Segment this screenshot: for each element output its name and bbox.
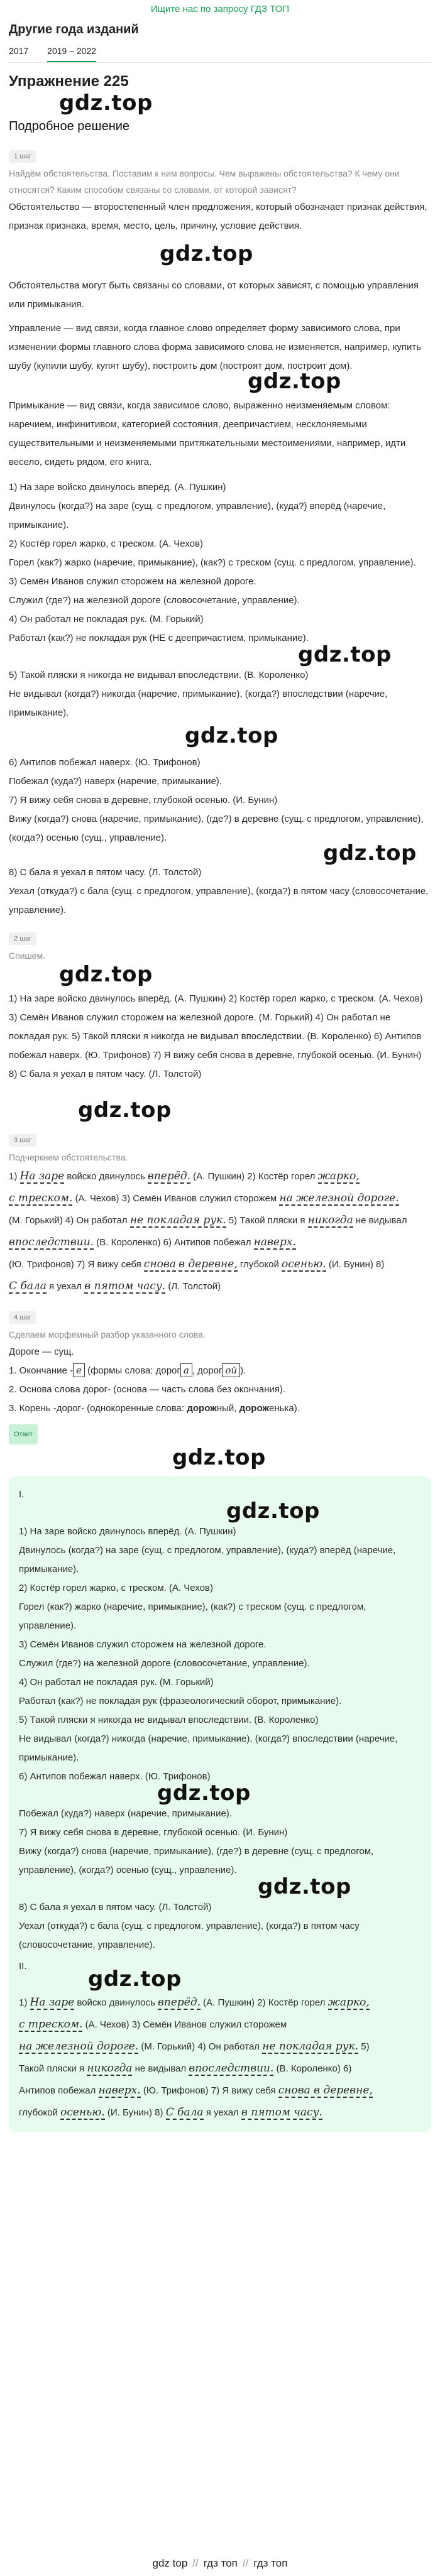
watermark-logo: gdz.top	[59, 90, 153, 116]
answer-line: 7) Я вижу себя снова в деревне, глубокой осенью. (И. Бунин)	[19, 1827, 288, 1838]
answer-line: 3) Семён Иванов служил сторожем на железной дороге.	[19, 1639, 267, 1650]
footer-link[interactable]: гдз топ	[203, 2557, 238, 2569]
analysis-line: Уехал (откуда?) с бала (сущ. с предлогом, управление), (когда?) в пятом часу (словосочетание, управление).	[9, 886, 429, 915]
years-tabs	[9, 43, 431, 63]
analysis-line: 1) На заре войско двинулось вперёд. (А. Пушкин)	[9, 482, 226, 493]
answer-line: 8) С бала я уехал в пятом часу. (Л. Толстой)	[19, 1902, 212, 1913]
step-2	[9, 927, 431, 1084]
analysis-line: Служил (где?) на железной дороге (словосочетание, управление).	[9, 595, 300, 606]
step-hint: Найдём обстоятельства. Поставим к ним вопросы. Чем выражены обстоятельства? К чему они относятся? Каким способом связаны со словами, от которой зависят?	[9, 168, 400, 195]
answer-line: 2) Костёр горел жарко, с треском. (А. Чехов)	[19, 1583, 213, 1593]
tab-year-2019-2022[interactable]: 2019 – 2022	[47, 43, 96, 62]
underlined-sentence: 1) На заре войско двинулось вперёд. (А. Пушкин) 2) Костёр горел жарко,	[9, 1170, 360, 1182]
answer-line: 1) На заре войско двинулось вперёд. (А. Пушкин)	[19, 1526, 236, 1537]
answer-section	[9, 1424, 431, 2132]
answer-line: 6) Антипов побежал наверх. (Ю. Трифонов)	[19, 1771, 211, 1782]
watermark-logo: gdz.top	[248, 369, 341, 394]
answer-badge: Ответ	[9, 1424, 38, 1444]
ending-box: а	[180, 1363, 192, 1377]
watermark-logo: gdz.top	[88, 1967, 182, 1992]
underlined-sentence: глубокой осенью. (И. Бунин) 8) С бала я уехал в пятом часу.	[19, 2106, 322, 2119]
copied-text: 1) На заре войско двинулось вперёд. (А. Пушкин) 2) Костёр горел жарко, с треском. (А. Чехов) 3) Семён Иванов служил сторожем на железной дороге. (М. Горький) 4) Он работал не покладая рук. 5) Такой пляски я никогда не видывал впоследствии. (В. Короленко) 6) Антипов побежал наверх. (Ю. Трифонов) 7) Я вижу себя снова в деревне, глубокой осенью. (И. Бунин) 8) С бала я уехал в пятом часу. (Л. Толстой)	[9, 993, 423, 1079]
morpheme-ending: 1. Окончание - е (формы слова: дорог а , дорог ой ).	[9, 1365, 246, 1376]
analysis-line: Не видывал (когда?) никогда (наречие, примыкание), (когда?) впоследствии (наречие, примыкание).	[9, 689, 388, 718]
answer-line: Служил (где?) на железной дороге (словосочетание, управление).	[19, 1658, 310, 1669]
definition-paragraph: Обстоятельства могут быть связаны со словами, от которых зависят, с помощью управления или примыкания.	[9, 280, 419, 310]
watermark-logo: gdz.top	[258, 1874, 351, 1899]
answer-line: Работал (как?) не покладая рук (фразеологический оборот, примыкание).	[19, 1696, 342, 1706]
underlined-sentence: с треском. (А. Чехов) 3) Семён Иванов служил сторожем на железной дороге.	[9, 1192, 399, 1204]
analysis-line: 6) Антипов побежал наверх. (Ю. Трифонов)	[9, 757, 201, 768]
underlined-sentence: (Ю. Трифонов) 7) Я вижу себя снова в деревне, глубокой осенью. (И. Бунин) 8)	[9, 1258, 385, 1270]
morpheme-stem: 2. Основа слова дорог- (основа — часть слова без окончания).	[9, 1384, 286, 1395]
analysis-line: Побежал (куда?) наверх (наречие, примыкание).	[9, 776, 222, 787]
answer-line: Уехал (откуда?) с бала (сущ. с предлогом, управление), (когда?) в пятом часу (словосочетание, управление).	[19, 1921, 360, 1950]
answer-line: Горел (как?) жарко (наречие, примыкание), (как?) с треском (сущ. с предлогом, управление).	[19, 1602, 366, 1631]
ending-box: ой	[222, 1363, 240, 1377]
solution-title: Подробное решение	[9, 119, 130, 133]
analysis-line: Вижу (когда?) снова (наречие, примыкание), (где?) в деревне (сущ. с предлогом, управление), (когда?) осенью (сущ., управление).	[9, 814, 424, 843]
watermark-logo: gdz.top	[59, 962, 153, 987]
ending-box: е	[73, 1363, 85, 1377]
footer-link[interactable]: gdz top	[152, 2557, 188, 2569]
answer-line: 4) Он работал не покладая рук. (М. Горький)	[19, 1677, 214, 1688]
answer-line: Вижу (когда?) снова (наречие, примыкание), (где?) в деревне (сущ. с предлогом, управление), (когда?) осенью (сущ., управление).	[19, 1846, 374, 1875]
step-badge: 2 шаг	[9, 932, 36, 945]
analysis-line: 8) С бала я уехал в пятом часу. (Л. Толстой)	[9, 867, 202, 878]
watermark-logo: gdz.top	[157, 1781, 251, 1806]
step-badge: 1 шаг	[9, 150, 36, 163]
underlined-sentence: Такой пляски я никогда не видывал впоследствии. (В. Короленко) 6)	[19, 2062, 352, 2075]
answer-line: Не видывал (когда?) никогда (наречие, примыкание), (когда?) впоследствии (наречие, примыкание).	[19, 1733, 398, 1763]
answer-part-label: I.	[19, 1489, 25, 1500]
analysis-line: 7) Я вижу себя снова в деревне, глубокой осенью. (И. Бунин)	[9, 795, 278, 805]
step-1	[9, 145, 431, 920]
analysis-line: Двинулось (когда?) на заре (сущ. с предлогом, управление), (куда?) вперёд (наречие, примыкание).	[9, 501, 386, 530]
step-3	[9, 1129, 431, 1297]
analysis-line: Работал (как?) не покладая рук (НЕ с деепричастием, примыкание).	[9, 633, 309, 643]
watermark-logo: gdz.top	[185, 723, 278, 748]
analysis-line: 2) Костёр горел жарко, с треском. (А. Чехов)	[9, 538, 203, 549]
separator: //	[242, 2557, 249, 2569]
step-badge: 3 шаг	[9, 1134, 36, 1147]
step-hint: Спишем.	[9, 951, 46, 961]
analysis-line: 5) Такой пляски я никогда не видывал впоследствии. (В. Короленко)	[9, 670, 309, 680]
answer-part-label: II.	[19, 1961, 27, 1972]
exercise-title: Упражнение 225	[9, 73, 129, 90]
underlined-sentence: с треском. (А. Чехов) 3) Семён Иванов служил сторожем	[19, 2018, 287, 2031]
underlined-sentence: (М. Горький) 4) Он работал не покладая рук. 5) Такой пляски я никогда не видывал	[9, 1214, 407, 1226]
analysis-line: 3) Семён Иванов служил сторожем на железной дороге.	[9, 576, 256, 587]
top-banner	[0, 0, 440, 15]
analysis-line: Горел (как?) жарко (наречие, примыкание), (как?) с треском (сущ. с предлогом, управление).	[9, 557, 416, 568]
watermark-logo: gdz.top	[78, 1098, 172, 1123]
other-years-title: Другие года изданий	[9, 23, 139, 36]
step-hint: Подчеркнем обстоятельства.	[9, 1152, 128, 1162]
underlined-sentence: Антипов побежал наверх. (Ю. Трифонов) 7) Я вижу себя снова в деревне,	[19, 2084, 373, 2097]
answer-box	[9, 1476, 431, 2132]
answer-line: Побежал (куда?) наверх (наречие, примыкание).	[19, 1808, 232, 1819]
footer-link[interactable]: гдз топ	[253, 2557, 288, 2569]
bottom-links	[0, 2557, 440, 2570]
answer-line: Двинулось (когда?) на заре (сущ. с предлогом, управление), (куда?) вперёд (наречие, примыкание).	[19, 1545, 396, 1575]
underlined-sentence: С бала я уехал в пятом часу. (Л. Толстой)	[9, 1280, 221, 1292]
step-4	[9, 1306, 431, 1418]
answer-line: 5) Такой пляски я никогда не видывал впоследствии. (В. Короленко)	[19, 1715, 319, 1725]
separator: //	[192, 2557, 199, 2569]
search-us-link[interactable]: Ищите нас по запросу ГДЗ ТОП	[150, 4, 290, 14]
definition-paragraph: Примыкание — вид связи, когда зависимое слово, выраженно неизменяемым словом: наречием, инфинитивом, категорией состояния, деепричастием, несклоняемыми существительными и неизменяемыми притяжательными местоимениями, например, идти весело, сидеть рядом, его книга.	[9, 400, 406, 467]
tab-year-2017[interactable]: 2017	[9, 46, 29, 56]
content	[0, 23, 440, 2132]
step-hint: Сделаем морфемный разбор указанного слова.	[9, 1329, 206, 1340]
watermark-logo: gdz.top	[226, 1498, 320, 1524]
definition-paragraph: Управление — вид связи, когда главное слово определяет форму зависимого слова, при изменении формы главного слова форма зависимого слова не изменяется, например, купить шубу (купили шубу, купят шубу), построить дом (построят дом, построит дом).	[9, 323, 422, 371]
watermark-logo: gdz.top	[172, 1445, 266, 1470]
underlined-sentence: 1) На заре войско двинулось вперёд. (А. Пушкин) 2) Костёр горел жарко,	[19, 1996, 370, 2009]
underlined-sentence: на железной дороге. (М. Горький) 4) Он работал не покладая рук. 5)	[19, 2040, 370, 2053]
watermark-logo: gdz.top	[298, 642, 392, 667]
definition-paragraph: Обстоятельство — второстепенный член предложения, который обозначает признак действия, признак признака, время, место, цель, причину, условие действия.	[9, 202, 427, 231]
morpheme-word: Дороге — сущ.	[9, 1346, 74, 1357]
watermark-logo: gdz.top	[323, 841, 417, 866]
underlined-sentence: впоследствии. (В. Короленко) 6) Антипов побежал наверх.	[9, 1236, 296, 1248]
watermark-logo: gdz.top	[160, 241, 253, 266]
step-badge: 4 шаг	[9, 1311, 36, 1324]
analysis-line: 4) Он работал не покладая рук. (М. Горький)	[9, 614, 204, 625]
morpheme-root: 3. Корень -дорог- (однокоренные слова: дорожный, дороженька).	[9, 1403, 300, 1414]
